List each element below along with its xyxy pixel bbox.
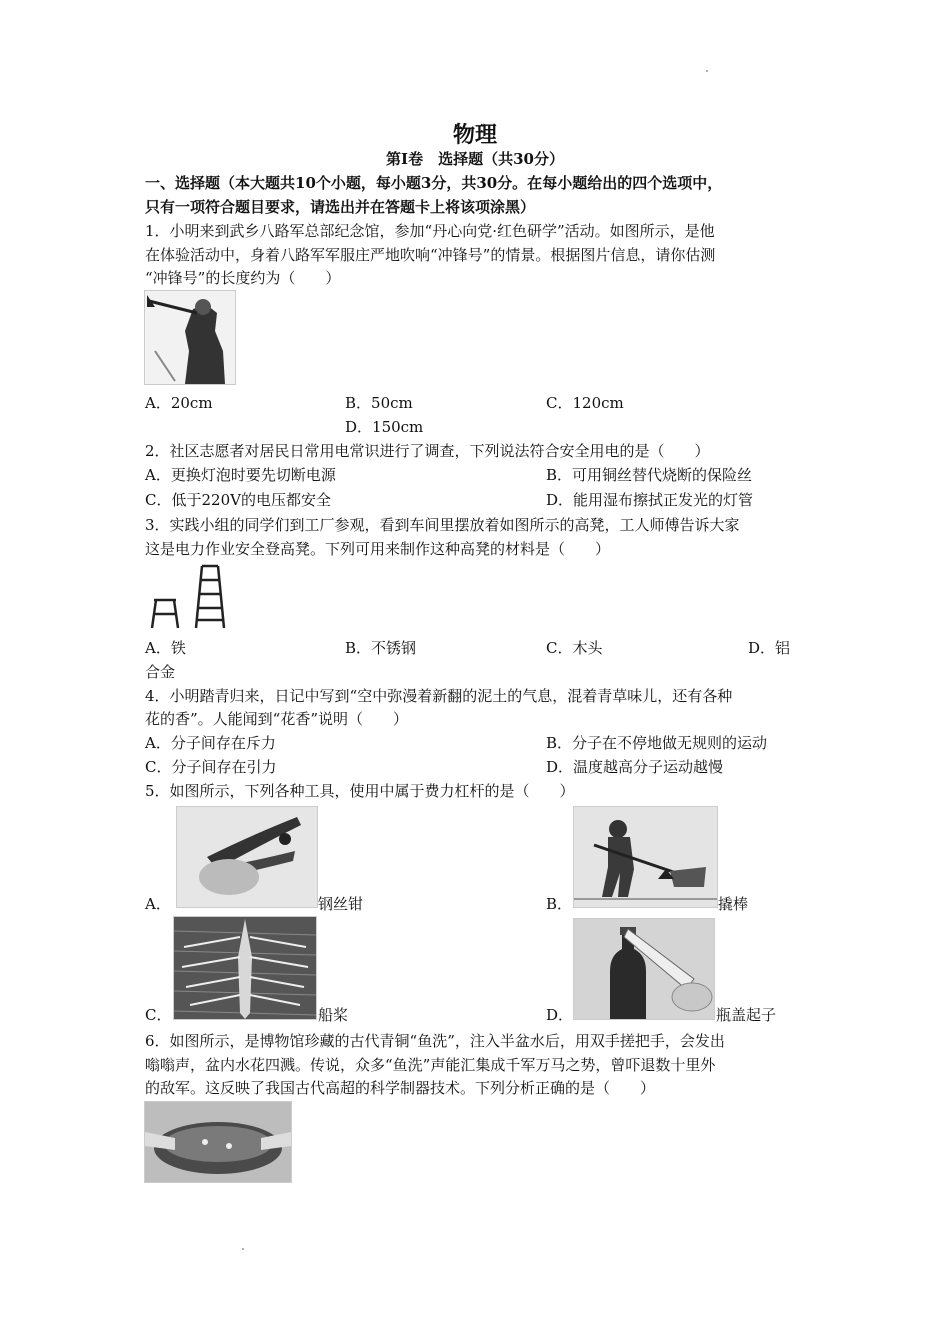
q1-text-line3: “冲锋号”的长度约为（ ） <box>145 269 341 287</box>
q1-option-d: D．150cm <box>345 418 424 436</box>
q3-text-line1: 3．实践小组的同学们到工厂参观，看到车间里摆放着如图所示的高凳，工人师傅告诉大家 <box>145 516 740 534</box>
q3-text-line2: 这是电力作业安全登高凳。下列可用来制作这种高凳的材料是（ ） <box>145 540 611 558</box>
q5-text: 5．如图所示，下列各种工具，使用中属于费力杠杆的是（ ） <box>145 782 575 800</box>
section-instructions-line1: 一、选择题（本大题共10个小题，每小题3分，共30分。在每小题给出的四个选项中， <box>145 174 723 192</box>
bottle-opener-image <box>573 918 715 1020</box>
q6-text-line3: 的敌军。这反映了我国古代高超的科学制器技术。下列分析正确的是（ ） <box>145 1079 656 1097</box>
q5-option-c-letter: C． <box>145 1006 172 1024</box>
q1-text-line1: 1．小明来到武乡八路军总部纪念馆，参加“丹心向党·红色研学”活动。如图所示，是他 <box>145 222 715 240</box>
q1-text-line2: 在体验活动中，身着八路军军服庄严地吹响“冲锋号”的情景。根据图片信息，请你估测 <box>145 246 716 264</box>
q2-option-b: B．可用铜丝替代烧断的保险丝 <box>546 466 753 484</box>
q4-text-line2: 花的香”。人能闻到“花香”说明（ ） <box>145 710 409 728</box>
q4-option-d: D．温度越高分子运动越慢 <box>546 758 724 776</box>
section-instructions-line2: 只有一项符合题目要求，请选出并在答题卡上将该项涂黑） <box>145 198 536 216</box>
footer-mark <box>242 1248 244 1250</box>
q2-option-a: A．更换灯泡时要先切断电源 <box>145 466 336 484</box>
q1-option-b: B．50cm <box>345 394 413 412</box>
q4-option-c: C．分子间存在引力 <box>145 758 277 776</box>
q3-option-a: A．铁 <box>145 639 186 657</box>
q1-option-c: C．120cm <box>546 394 624 412</box>
q2-option-d: D．能用湿布擦拭正发光的灯管 <box>546 491 754 509</box>
q4-option-a: A．分子间存在斥力 <box>145 734 276 752</box>
section-subtitle: 第Ⅰ卷 选择题（共30分） <box>386 150 564 168</box>
ladder-stool-image <box>144 562 228 630</box>
q5-option-a-letter: A． <box>145 895 171 913</box>
q5-option-b-letter: B． <box>546 895 573 913</box>
corner-mark <box>706 70 708 72</box>
q5-option-a-label: 钢丝钳 <box>318 895 364 913</box>
q3-option-d: D．铝 <box>748 639 791 657</box>
q5-option-c-label: 船桨 <box>318 1006 349 1024</box>
q2-text: 2．社区志愿者对居民日常用电常识进行了调查，下列说法符合安全用电的是（ ） <box>145 442 710 460</box>
q5-option-d-letter: D． <box>546 1006 574 1024</box>
q3-option-d-wrap: 合金 <box>145 663 176 681</box>
q3-option-c: C．木头 <box>546 639 603 657</box>
q6-text-line2: 嗡嗡声，盆内水花四溅。传说，众多“鱼洗”声能汇集成千军万马之势，曾吓退数十里外 <box>145 1056 716 1074</box>
q5-option-b-label: 撬棒 <box>718 895 749 913</box>
bugler-image <box>144 290 236 385</box>
q4-text-line1: 4．小明踏青归来，日记中写到“空中弥漫着新翻的泥土的气息，混着青草味儿，还有各种 <box>145 687 733 705</box>
wire-pliers-image <box>176 806 318 908</box>
q1-option-a: A．20cm <box>145 394 213 412</box>
q4-option-b: B．分子在不停地做无规则的运动 <box>546 734 768 752</box>
bronze-fish-basin-image <box>144 1101 292 1183</box>
q5-option-d-label: 瓶盖起子 <box>716 1006 777 1024</box>
q6-text-line1: 6．如图所示，是博物馆珍藏的古代青铜“鱼洗”，注入半盆水后，用双手搓把手，会发出 <box>145 1032 725 1050</box>
rowing-boat-image <box>173 916 317 1020</box>
q3-option-b: B．不锈钢 <box>345 639 417 657</box>
q2-option-c: C．低于220V的电压都安全 <box>145 491 331 509</box>
crowbar-image <box>573 806 718 908</box>
page-title: 物理 <box>452 122 497 148</box>
